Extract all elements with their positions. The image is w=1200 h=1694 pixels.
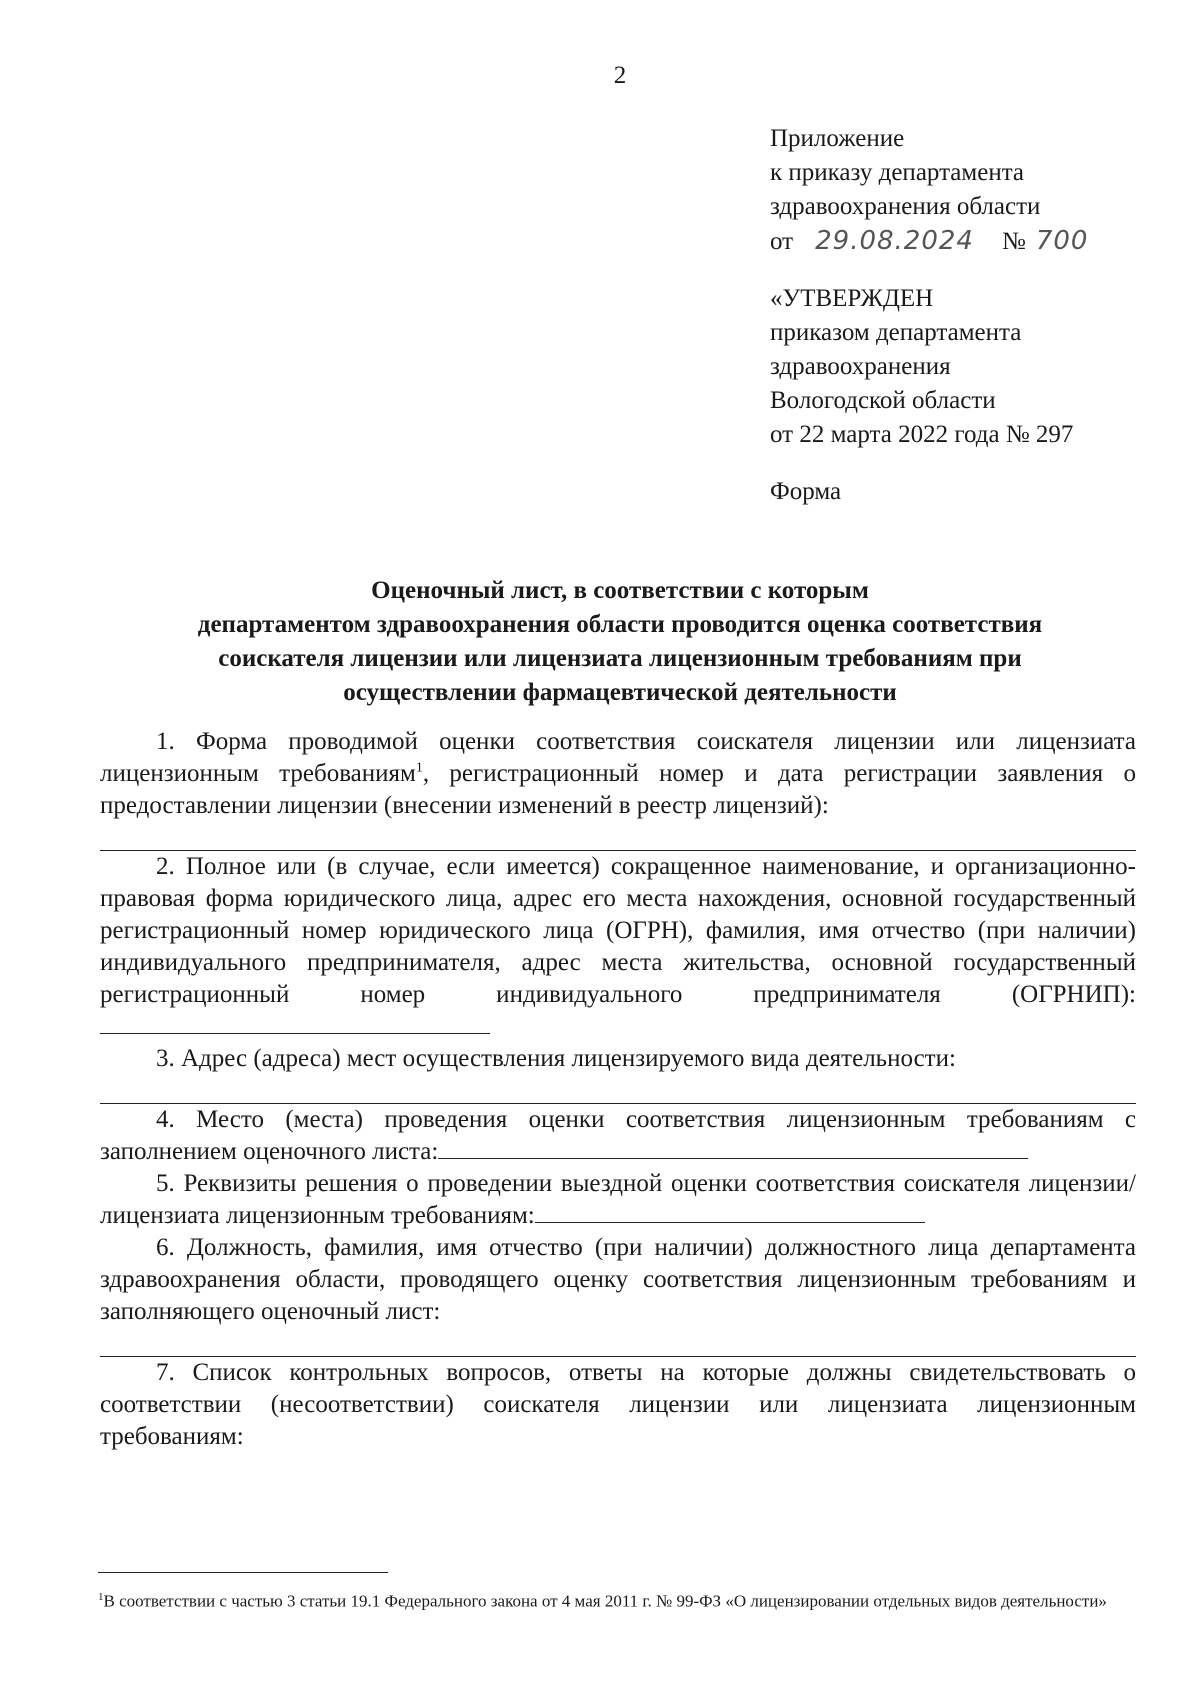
footnote [98, 1586, 1138, 1613]
approved-line-3: здравоохранения [770, 353, 951, 380]
item-6-fill-line[interactable] [100, 1328, 1136, 1357]
item-5 [100, 1168, 1136, 1232]
title-line-2: департаментом здравоохранения области проводится оценка соответствия [197, 611, 1043, 638]
item-1 [100, 726, 1136, 822]
document-title [100, 574, 1140, 710]
appendix-line-1: Приложение [770, 125, 905, 152]
title-line-3: соискателя лицензии или лицензиата лицензионным требованиям при [218, 645, 1022, 672]
handwritten-date: 29.08.2024 [815, 226, 974, 256]
item-4 [100, 1104, 1136, 1168]
page-number: 2 [613, 62, 627, 89]
footnote-text: В соответствии с частью 3 статьи 19.1 Федерального закона от 4 мая 2011 г. № 99-ФЗ «О лицензировании отдельных видов деятельности» [103, 1591, 1107, 1611]
approved-line-2: приказом департамента [770, 319, 1022, 346]
item-1-text-a: 1. Форма проводимой оценки соответствия соискателя лицензии или лицензиата лицензионным требованиям [100, 728, 1136, 787]
title-line-4: осуществлении фармацевтической деятельности [343, 679, 897, 706]
document-body [100, 726, 1136, 1453]
item-7: 7. Список контрольных вопросов, ответы на которые должны свидетельствовать о соответствии (несоответствии) соискателя лицензии или лицензиата лицензионным требованиям: [100, 1359, 1136, 1450]
handwritten-number: 700 [1035, 226, 1089, 256]
number-sign: № [1001, 228, 1026, 255]
item-1-text-b: , регистрационный номер и дата регистрации заявления о предоставлении лицензии (внесении изменений в реестр лицензий): [100, 760, 1136, 819]
footnote-ref: 1 [415, 760, 423, 776]
item-2-fill-line[interactable] [100, 1015, 490, 1034]
item-1-fill-line[interactable] [100, 822, 1136, 851]
appendix-line-3: здравоохранения области [770, 193, 1041, 220]
footnote-mark: 1 [98, 1591, 104, 1603]
item-3: 3. Адрес (адреса) мест осуществления лицензируемого вида деятельности: [156, 1045, 956, 1072]
appendix-line-2: к приказу департамента [770, 159, 1025, 186]
approved-line-1: «УТВЕРЖДЕН [770, 285, 934, 312]
appendix-date-line [770, 224, 1088, 259]
approved-line-5: от 22 марта 2022 года № 297 [770, 421, 1074, 448]
title-line-1: Оценочный лист, в соответствии с которым [371, 577, 869, 604]
appendix-block [770, 122, 1088, 259]
item-5-fill-line[interactable] [535, 1204, 925, 1223]
approved-block [770, 282, 1073, 452]
approved-line-4: Вологодской области [770, 387, 996, 414]
item-2-text: 2. Полное или (в случае, если имеется) сокращенное наименование, и организационно-правовая форма юридического лица, адрес его места нахождения, основной государственный регистрационный номер юридического лица (ОГРН), фамилия, имя отчество (при наличии) индивидуального предпринимателя, адрес места жительства, основной государственный регистрационный номер индивидуального предпринимателя (ОГРНИП): [100, 853, 1136, 1008]
item-2 [100, 851, 1136, 1043]
item-5-text: 5. Реквизиты решения о проведении выездной оценки соответствия соискателя лицензии/лицензиата лицензионным требованиям: [100, 1170, 1136, 1229]
item-6: 6. Должность, фамилия, имя отчество (при наличии) должностного лица департамента здравоохранения области, проводящего оценку соответствия лицензионным требованиям и заполняющего оценочный лист: [100, 1234, 1136, 1325]
date-prefix: от [770, 228, 794, 255]
footnote-separator [98, 1572, 388, 1573]
item-4-fill-line[interactable] [438, 1140, 1028, 1159]
form-label: Форма [770, 478, 842, 505]
item-3-fill-line[interactable] [100, 1075, 1136, 1104]
item-4-text: 4. Место (места) проведения оценки соответствия лицензионным требованиям с заполнением оценочного листа: [100, 1106, 1136, 1165]
